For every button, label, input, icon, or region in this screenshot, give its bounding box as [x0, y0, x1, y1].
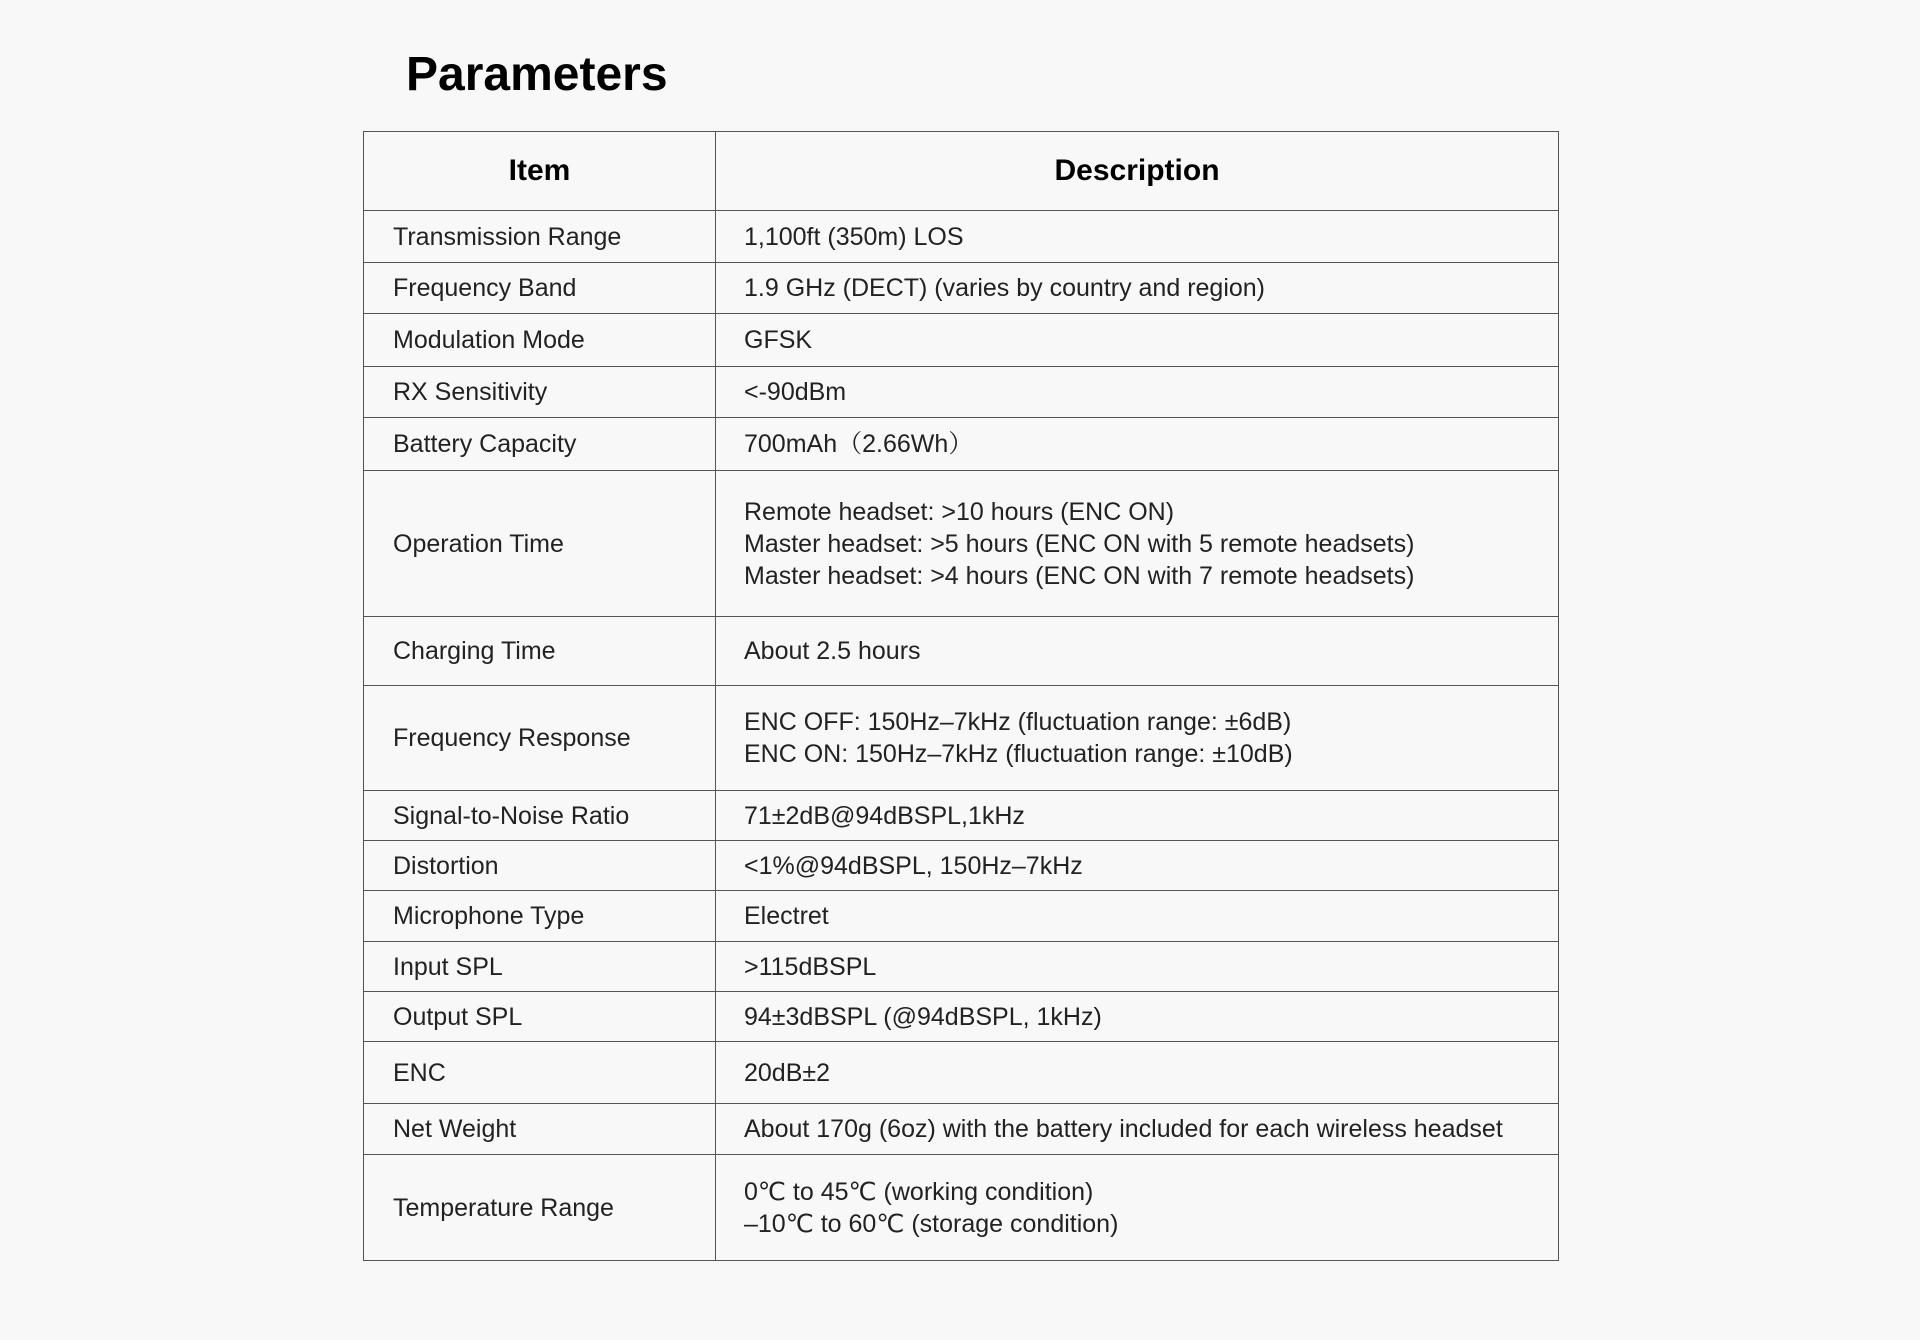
- description-line: Remote headset: >10 hours (ENC ON): [744, 497, 1175, 526]
- table-row: [364, 1155, 1559, 1261]
- item-cell: Battery Capacity: [364, 418, 716, 471]
- item-cell: Distortion: [364, 841, 716, 891]
- description-cell: [716, 314, 1559, 367]
- item-cell: Modulation Mode: [364, 314, 716, 367]
- table-row: [364, 211, 1559, 263]
- description-cell: [716, 791, 1559, 841]
- item-cell: Transmission Range: [364, 211, 716, 263]
- description-cell: [716, 1155, 1559, 1261]
- item-cell: Operation Time: [364, 471, 716, 617]
- description-cell: [716, 263, 1559, 314]
- description-line: ENC OFF: 150Hz–7kHz (fluctuation range: ±6dB): [744, 708, 1292, 736]
- description-cell: [716, 1104, 1559, 1155]
- description-cell: [716, 418, 1559, 471]
- description-column-header: Description: [716, 132, 1559, 211]
- table-row: [364, 263, 1559, 314]
- item-column-header: Item: [364, 132, 716, 211]
- description-line: <1%@94dBSPL, 150Hz–7kHz: [744, 851, 1083, 880]
- description-line: 1.9 GHz (DECT) (varies by country and region): [744, 274, 1266, 302]
- description-line: Master headset: >4 hours (ENC ON with 7 remote headsets): [744, 561, 1415, 590]
- description-line: 0℃ to 45℃ (working condition): [744, 1177, 1094, 1206]
- description-cell: [716, 211, 1559, 263]
- table-row: [364, 314, 1559, 367]
- description-line: 20dB±2: [744, 1058, 831, 1087]
- item-cell: Microphone Type: [364, 891, 716, 942]
- description-line: Electret: [744, 902, 829, 930]
- table-row: [364, 1104, 1559, 1155]
- description-cell: [716, 686, 1559, 791]
- description-cell: [716, 1042, 1559, 1104]
- description-cell: [716, 891, 1559, 942]
- description-cell: [716, 367, 1559, 418]
- description-line: <-90dBm: [744, 378, 847, 406]
- description-cell: [716, 992, 1559, 1042]
- table-body: [364, 211, 1559, 1261]
- item-cell: Frequency Band: [364, 263, 716, 314]
- parameters-table: [363, 131, 1559, 1261]
- description-cell: [716, 617, 1559, 686]
- item-cell: Temperature Range: [364, 1155, 716, 1261]
- item-cell: Input SPL: [364, 942, 716, 992]
- description-line: ENC ON: 150Hz–7kHz (fluctuation range: ±10dB): [744, 740, 1293, 768]
- table-row: [364, 617, 1559, 686]
- description-line: GFSK: [744, 326, 813, 354]
- description-line: About 170g (6oz) with the battery included for each wireless headset: [744, 1115, 1503, 1143]
- table-row: [364, 367, 1559, 418]
- description-line: >115dBSPL: [744, 952, 877, 981]
- description-line: 71±2dB@94dBSPL,1kHz: [744, 801, 1025, 830]
- description-line: Master headset: >5 hours (ENC ON with 5 remote headsets): [744, 529, 1415, 558]
- table-row: [364, 891, 1559, 942]
- description-line: –10℃ to 60℃ (storage condition): [744, 1209, 1119, 1238]
- description-line: About 2.5 hours: [744, 637, 921, 665]
- table-row: [364, 686, 1559, 791]
- item-cell: ENC: [364, 1042, 716, 1104]
- item-cell: Signal-to-Noise Ratio: [364, 791, 716, 841]
- description-cell: [716, 841, 1559, 891]
- item-cell: RX Sensitivity: [364, 367, 716, 418]
- table-row: [364, 942, 1559, 992]
- table-header-row: [364, 132, 1559, 211]
- table-row: [364, 471, 1559, 617]
- description-line: 1,100ft (350m) LOS: [744, 222, 964, 251]
- page-title: Parameters: [406, 48, 668, 101]
- item-cell: Net Weight: [364, 1104, 716, 1155]
- description-line: 700mAh（2.66Wh）: [744, 430, 974, 458]
- item-cell: Frequency Response: [364, 686, 716, 791]
- table-row: [364, 841, 1559, 891]
- table-row: [364, 418, 1559, 471]
- item-cell: Output SPL: [364, 992, 716, 1042]
- description-cell: [716, 471, 1559, 617]
- table-row: [364, 791, 1559, 841]
- description-line: 94±3dBSPL (@94dBSPL, 1kHz): [744, 1002, 1102, 1031]
- table-row: [364, 1042, 1559, 1104]
- table-row: [364, 992, 1559, 1042]
- description-cell: [716, 942, 1559, 992]
- item-cell: Charging Time: [364, 617, 716, 686]
